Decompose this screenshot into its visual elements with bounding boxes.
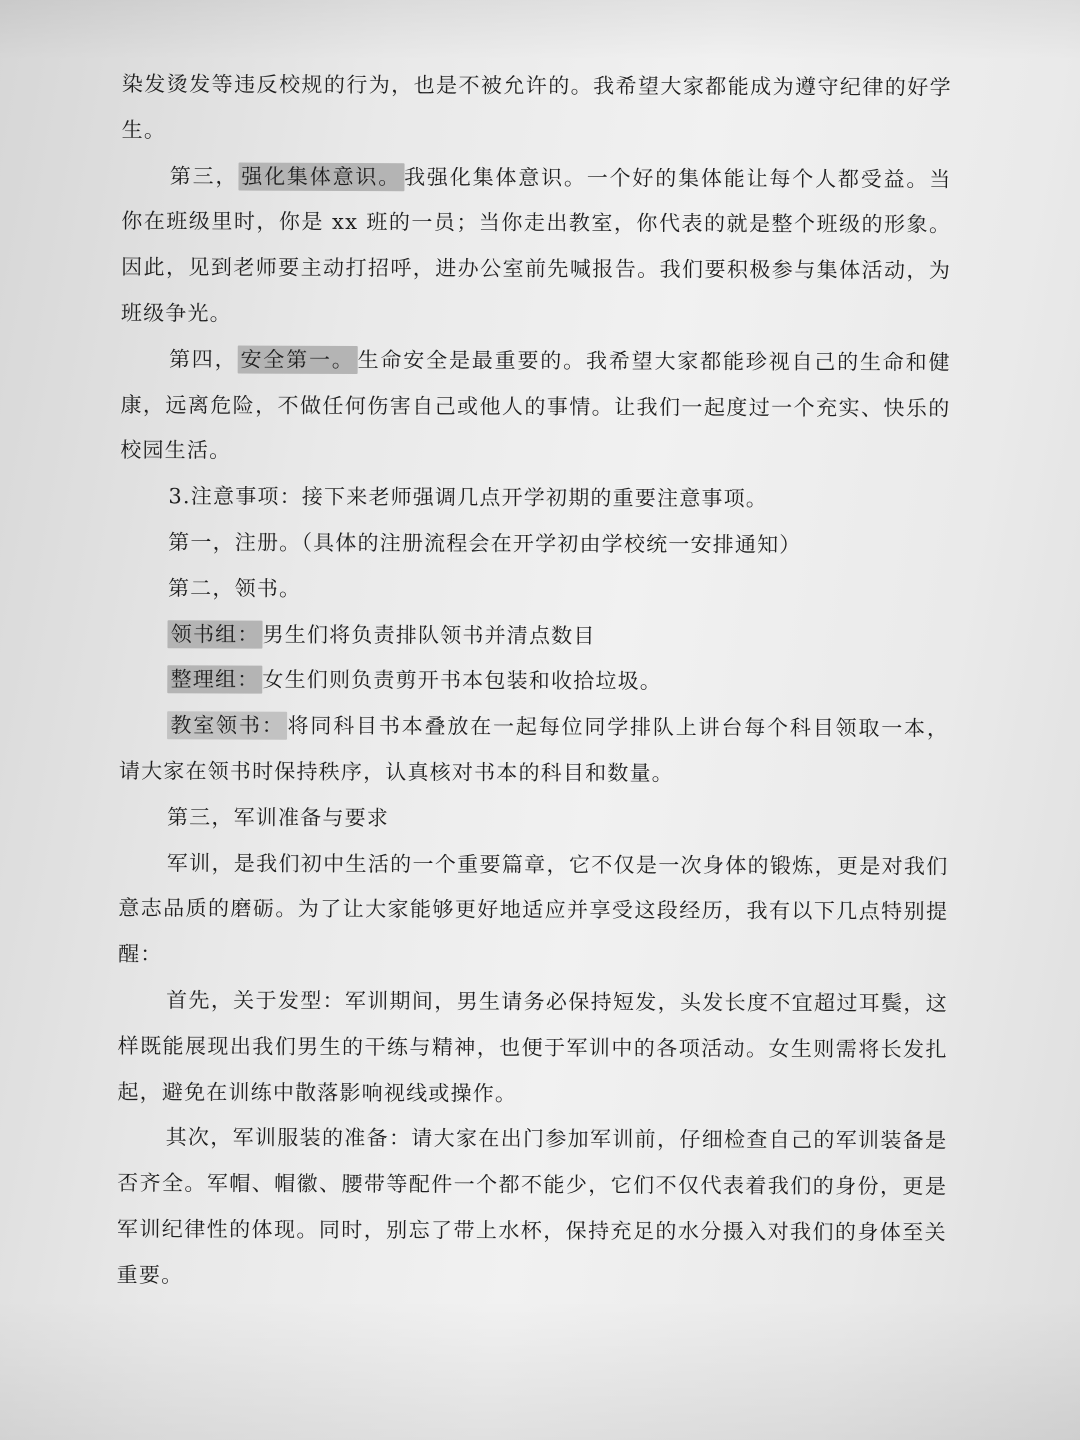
paragraph-text: 3.注意事项：接下来老师强调几点开学初期的重要注意事项。 <box>168 484 769 511</box>
paragraph-text: 将同科目书本叠放在一起每位同学排队上讲台每个科目领取一本，请大家在领书时保持秩序，认真核对书本的科目和数量。 <box>118 713 950 786</box>
paragraph-text: 第二，领书。 <box>167 575 302 601</box>
highlighted-label: 整理组： <box>168 666 263 694</box>
paragraph-collective <box>121 154 952 341</box>
paragraph-military-heading <box>119 795 949 844</box>
paragraph-military-intro <box>118 841 949 982</box>
page-shadow-bottom <box>0 1300 1080 1440</box>
paragraph-classroom-books <box>119 703 949 798</box>
paragraph-hairstyle <box>117 978 948 1119</box>
paragraph-rules-end <box>122 62 952 157</box>
paragraph-text: 其次，军训服装的准备：请大家在出门参加军训前，仔细检查自己的军训装备是否齐全。军帽、帽徽、腰带等配件一个都不能少，它们不仅代表着我们的身份，更是军训纪律性的体现。同时，别忘了带上水杯，保持充足的水分摄入对我们的身体至关重要。 <box>116 1125 948 1287</box>
paragraph-text: 女生们则负责剪开书本包装和收拾垃圾。 <box>262 667 663 694</box>
paragraph-book-group <box>119 612 949 661</box>
paragraph-text: 军训，是我们初中生活的一个重要篇章，它不仅是一次身体的锻炼，更是对我们意志品质的磨砺。为了让大家能够更好地适应并享受这段经历，我有以下几点特别提醒： <box>118 850 949 967</box>
paragraph-safety <box>120 337 951 478</box>
paragraph-registration <box>120 520 950 569</box>
paragraph-collect-books <box>120 566 950 615</box>
paragraph-text: 首先，关于发型：军训期间，男生请务必保持短发，头发长度不宜超过耳鬓，这样既能展现出我们男生的干练与精神，也便于军训中的各项活动。女生则需将长发扎起，避免在训练中散落影响视线或操作。 <box>117 988 948 1106</box>
paragraph-lead: 第四， <box>168 346 238 372</box>
highlighted-heading: 安全第一。 <box>237 345 357 374</box>
paragraph-lead: 第三， <box>169 163 239 189</box>
paragraph-text: 第三，军训准备与要求 <box>166 804 390 830</box>
paragraph-text: 我强化集体意识。一个好的集体能让每个人都受益。当你在班级里时，你是 xx 班的一员；当你走出教室，你代表的就是整个班级的形象。因此，见到老师要主动打招呼，进办公室前先喊报告。我们要积极参与集体活动，为班级争光。 <box>120 164 952 326</box>
paragraph-text: 生命安全是最重要的。我希望大家都能珍视自己的生命和健康，远离危险，不做任何伤害自己或他人的事情。让我们一起度过一个充实、快乐的校园生活。 <box>120 347 951 463</box>
highlighted-heading: 强化集体意识。 <box>238 162 404 191</box>
paragraph-tidy-group <box>119 657 949 706</box>
paragraph-uniform <box>117 1115 948 1302</box>
highlighted-label: 教室领书： <box>167 711 287 740</box>
paragraph-text: 第一，注册。（具体的注册流程会在开学初由学校统一安排通知） <box>168 530 802 557</box>
document-body <box>117 62 952 1302</box>
paragraph-text: 染发烫发等违反校规的行为，也是不被允许的。我希望大家都能成为遵守纪律的好学生。 <box>121 71 952 142</box>
paragraph-text: 男生们将负责排队领书并清点数目 <box>262 622 596 648</box>
page-shadow-top <box>0 0 1080 60</box>
paragraph-notices <box>120 474 950 523</box>
highlighted-label: 领书组： <box>168 620 263 648</box>
